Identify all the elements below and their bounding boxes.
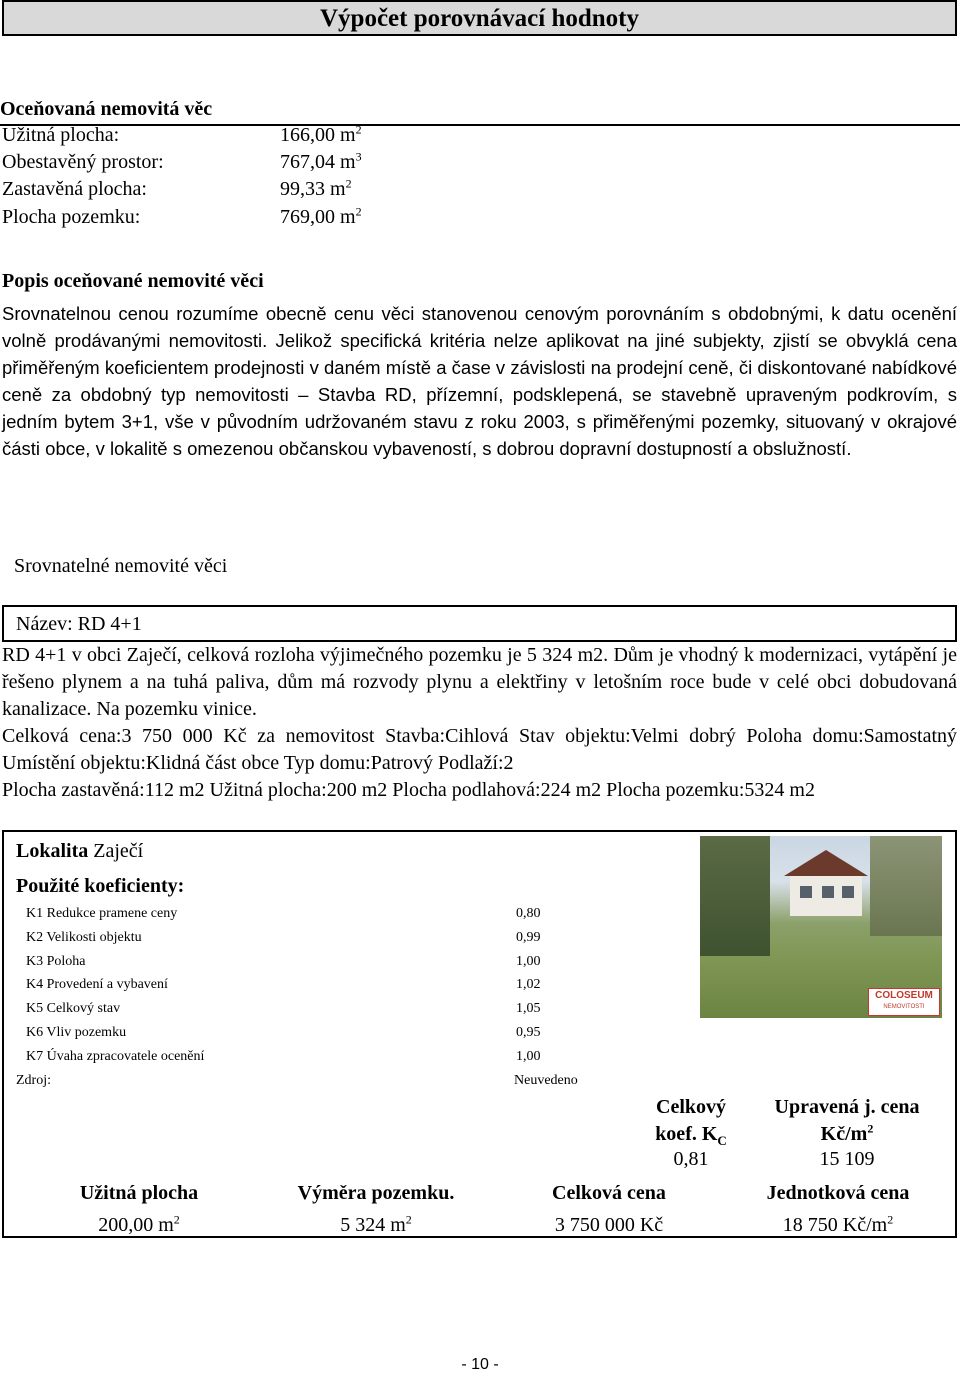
coef-row (26, 950, 586, 974)
comparable-text-2: Celková cena:3 750 000 Kč za nemovitost Stavba:Cihlová Stav objektu:Velmi dobrý Poloha domu:Samostatný Umístění objektu:Klidná část obce Typ domu:Patrový Podlaží:2 (2, 725, 957, 774)
description-heading: Popis oceňované nemovité věci (2, 270, 264, 292)
summary-value (24, 1214, 254, 1237)
coef-value: 1,02 (516, 977, 541, 992)
tree-shape (700, 836, 770, 956)
coef-row (26, 973, 586, 997)
property-value: 166,00 m (280, 124, 356, 146)
tree-shape (870, 836, 942, 936)
description-paragraph: Srovnatelnou cenou rozumíme obecně cenu věci stanovenou cenovým porovnáním s obdobnými, k datu ocenění volně prodávanými nemovitosti. Jelikož specifická kritéria nelze aplikovat na jiné subjekty, zjistí se obvyklá cena přiměřeným koeficientem prodejnosti v daném místě a čase v závislosti na prodejní ceně, či diskontované nabídkové ceně za obdobný typ nemovitosti – Stavba RD, přízemní, podsklepená, se stavebně upraveným podkrovím, s jedním bytem 3+1, vše v původním udržovaném stavu z roku 2003, s přiměřenými pozemky, situovaný v okrajové části obce, v lokalitě s omezenou občanskou vybaveností, s dobrou dopravní dostupností a obslužností. (2, 303, 957, 459)
locality-label: Lokalita (16, 840, 89, 862)
property-exp: 3 (355, 149, 362, 164)
summary-value-text: 3 750 000 Kč (554, 1214, 664, 1236)
summary-value (504, 1214, 714, 1237)
summary-header: Celková cena (552, 1182, 666, 1204)
coef-label: K6 Vliv pozemku (26, 1025, 127, 1040)
coloseum-logo (868, 988, 940, 1016)
summary-value-exp: 2 (405, 1212, 412, 1227)
adj-price-label-line1: Upravená j. cena (774, 1096, 920, 1118)
name-box (2, 605, 957, 642)
source-label: Zdroj: (16, 1073, 51, 1088)
comparable-text-1: RD 4+1 v obci Zaječí, celková rozloha výjimečného pozemku je 5 324 m2. Dům je vhodný k modernizaci, vytápění je řešeno plynem a na tuhá paliva, dům má rozvody plynu a elektřiny v letošním roce bude v celé obci dobudovaná kanalizace. Na pozemku vinice. (2, 644, 957, 720)
comparable-box (2, 830, 957, 1238)
property-row (2, 151, 362, 177)
coef-heading: Použité koeficienty: (16, 875, 185, 897)
total-coef-label-line2: koef. K (655, 1123, 718, 1145)
property-label: Zastavěná plocha: (2, 178, 147, 200)
coef-label: K4 Provedení a vybavení (26, 977, 168, 992)
coef-row (26, 1021, 586, 1045)
coef-label: K1 Redukce pramene ceny (26, 906, 178, 921)
summary-header: Výměra pozemku. (297, 1182, 455, 1204)
comparable-name: Název: RD 4+1 (16, 613, 142, 635)
logo-text: COLOSEUM (875, 990, 933, 1001)
coef-value: 1,05 (516, 1001, 541, 1016)
description-text (2, 300, 957, 462)
property-label: Plocha pozemku: (2, 206, 141, 228)
property-exp: 2 (355, 204, 362, 219)
summary-value-exp: 2 (173, 1212, 180, 1227)
property-photo (700, 836, 942, 1018)
total-coef-sub: C (717, 1133, 727, 1148)
locality (16, 840, 143, 863)
total-coef-value: 0,81 (673, 1148, 709, 1170)
property-value: 767,04 m (280, 151, 356, 173)
property-value: 769,00 m (280, 206, 356, 228)
coef-label: K5 Celkový stav (26, 1001, 121, 1016)
property-exp: 2 (345, 176, 352, 191)
logo-subtext: NEMOVITOSTI (883, 1004, 925, 1010)
coef-value: 1,00 (516, 1049, 541, 1064)
coef-row (26, 1045, 586, 1069)
adj-price-label-line2: Kč/m (820, 1123, 868, 1145)
coef-label: K3 Poloha (26, 954, 86, 969)
property-row (2, 178, 352, 204)
coef-value: 0,80 (516, 906, 541, 921)
comparable-description (2, 642, 957, 804)
summary-value-text: 5 324 m (340, 1214, 406, 1236)
summary-value (266, 1214, 486, 1237)
comparable-text-3: Plocha zastavěná:112 m2 Užitná plocha:200 m2 Plocha podlahová:224 m2 Plocha pozemku:5324 m2 (2, 779, 815, 801)
page-title: Výpočet porovnávací hodnoty (2, 0, 957, 36)
summary-header: Jednotková cena (766, 1182, 910, 1204)
total-coef-label-line1: Celkový (656, 1096, 726, 1118)
adj-price-value: 15 109 (819, 1148, 875, 1170)
property-label: Obestavěný prostor: (2, 151, 164, 173)
house-roof (784, 850, 868, 876)
summary-header: Užitná plocha (79, 1182, 199, 1204)
property-row (2, 206, 362, 232)
coef-row (26, 926, 586, 950)
coef-value: 0,95 (516, 1025, 541, 1040)
comparables-heading: Srovnatelné nemovité věci (14, 555, 228, 577)
property-exp: 2 (355, 122, 362, 137)
coef-row (26, 997, 586, 1021)
adj-price-label (762, 1094, 932, 1148)
summary-value-text: 200,00 m (98, 1214, 174, 1236)
page-number: - 10 - (461, 1356, 499, 1373)
source-row (16, 1069, 586, 1093)
summary-value-text: 18 750 Kč/m (782, 1214, 888, 1236)
house-wall (790, 876, 862, 916)
locality-value: Zaječí (93, 840, 144, 862)
coef-value: 1,00 (516, 954, 541, 969)
summary-value-exp: 2 (887, 1212, 894, 1227)
property-value: 99,33 m (280, 178, 346, 200)
summary-value (728, 1214, 948, 1237)
coef-row (26, 902, 586, 926)
property-label: Užitná plocha: (2, 124, 120, 146)
coef-label: K2 Velikosti objektu (26, 930, 142, 945)
property-row (2, 124, 362, 150)
adj-price-exp: 2 (867, 1121, 874, 1136)
subject-heading: Oceňovaná nemovitá věc (0, 98, 960, 126)
coef-label: K7 Úvaha zpracovatele ocenění (26, 1049, 205, 1064)
total-coef-label (636, 1094, 746, 1148)
source-value: Neuvedeno (514, 1073, 578, 1088)
coef-value: 0,99 (516, 930, 541, 945)
